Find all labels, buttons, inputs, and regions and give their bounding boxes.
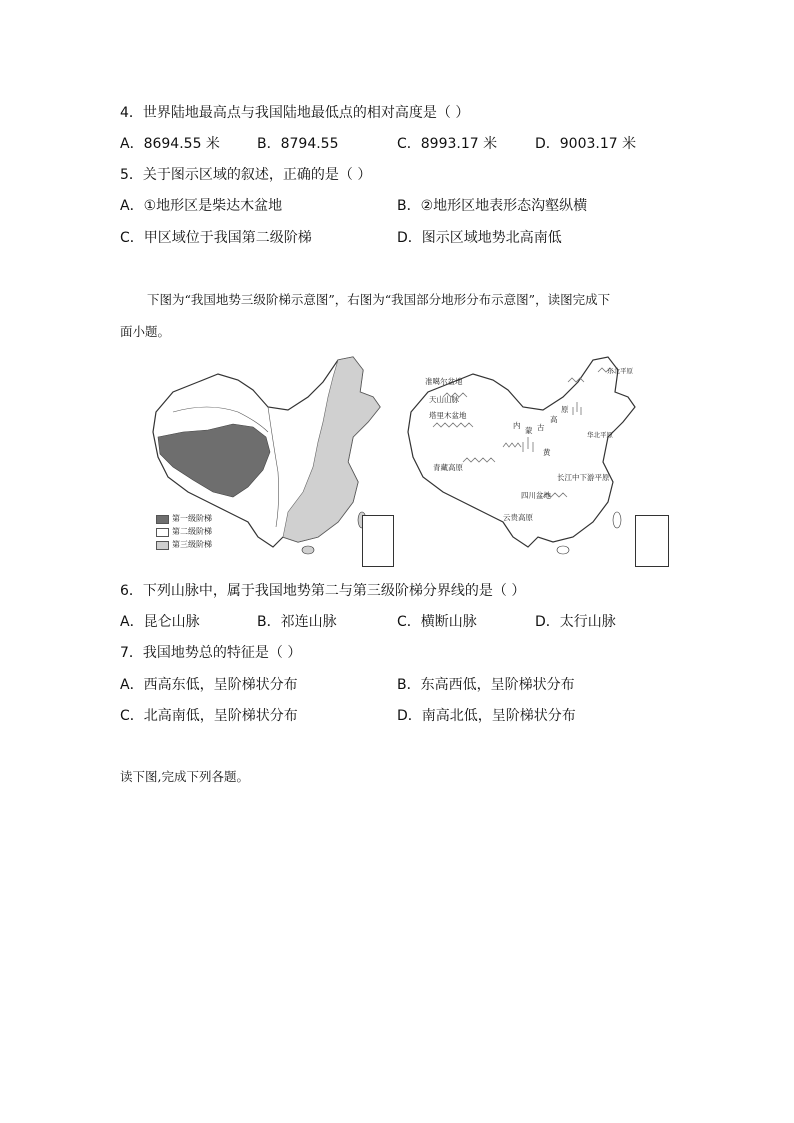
label-gao: 高 (550, 415, 558, 424)
terrain-steps-map (148, 352, 398, 567)
legend-step-1 (156, 514, 212, 524)
q4-option-b: B．8794.55 (257, 136, 339, 152)
question-5-stem: 5．关于图示区域的叙述，正确的是（ ） (120, 167, 372, 183)
q6-option-d: D．太行山脉 (535, 614, 616, 630)
q5-option-b: B．②地形区地表形态沟壑纵横 (397, 198, 588, 214)
q7-option-c: C．北高南低，呈阶梯状分布 (120, 708, 298, 724)
legend-step-2 (156, 527, 212, 537)
label-yuan: 原 (561, 405, 569, 414)
terrain-distribution-map (403, 352, 669, 567)
label-nei: 内 (513, 421, 521, 430)
q4-option-c: C．8993.17 米 (397, 136, 498, 152)
south-china-sea-inset-right (635, 515, 669, 567)
label-meng: 蒙 (525, 426, 533, 435)
legend-swatch-2 (156, 528, 169, 537)
label-tianshan: 天山山脉 (429, 395, 459, 404)
q6-option-b: B．祁连山脉 (257, 614, 337, 630)
legend-label-2: 第二级阶梯 (172, 527, 212, 536)
legend-swatch-1 (156, 515, 169, 524)
legend-step-3 (156, 540, 212, 550)
q7-option-a: A．西高东低，呈阶梯状分布 (120, 677, 298, 693)
q5-option-d: D．图示区域地势北高南低 (397, 230, 562, 246)
label-junggar: 准噶尔盆地 (425, 377, 463, 386)
intro-line-1: 下图为“我国地势三级阶梯示意图”，右图为“我国部分地形分布示意图”，读图完成下 (147, 292, 611, 307)
q7-option-d: D．南高北低，呈阶梯状分布 (397, 708, 576, 724)
q7-option-b: B．东高西低，呈阶梯状分布 (397, 677, 575, 693)
q4-option-d: D．9003.17 米 (535, 136, 637, 152)
label-huabei: 华北平原 (587, 431, 613, 439)
label-qingzang: 青藏高原 (433, 463, 463, 472)
question-6-stem: 6．下列山脉中，属于我国地势第二与第三级阶梯分界线的是（ ） (120, 583, 526, 599)
intro-line-2: 面小题。 (120, 324, 171, 339)
footer-instruction: 读下图,完成下列各题。 (120, 769, 249, 784)
label-yungui: 云贵高原 (503, 513, 533, 522)
q6-option-a: A．昆仑山脉 (120, 614, 200, 630)
label-huang: 黄 (543, 448, 551, 457)
legend-swatch-3 (156, 541, 169, 550)
q6-option-c: C．横断山脉 (397, 614, 477, 630)
label-gu: 古 (537, 423, 545, 432)
question-7-stem: 7．我国地势总的特征是（ ） (120, 645, 302, 661)
label-sichuan: 四川盆地 (521, 491, 551, 500)
label-changjiang: 长江中下游平原 (557, 473, 610, 482)
question-4-stem: 4．世界陆地最高点与我国陆地最低点的相对高度是（ ） (120, 105, 470, 121)
south-china-sea-inset (362, 515, 394, 567)
legend-label-3: 第三级阶梯 (172, 540, 212, 549)
q5-option-a: A．①地形区是柴达木盆地 (120, 198, 283, 214)
q4-option-a: A．8694.55 米 (120, 136, 220, 152)
q5-option-c: C．甲区域位于我国第二级阶梯 (120, 230, 312, 246)
legend-label-1: 第一级阶梯 (172, 514, 212, 523)
label-dongbei: 东北平原 (607, 367, 633, 375)
label-tarim: 塔里木盆地 (429, 411, 467, 420)
